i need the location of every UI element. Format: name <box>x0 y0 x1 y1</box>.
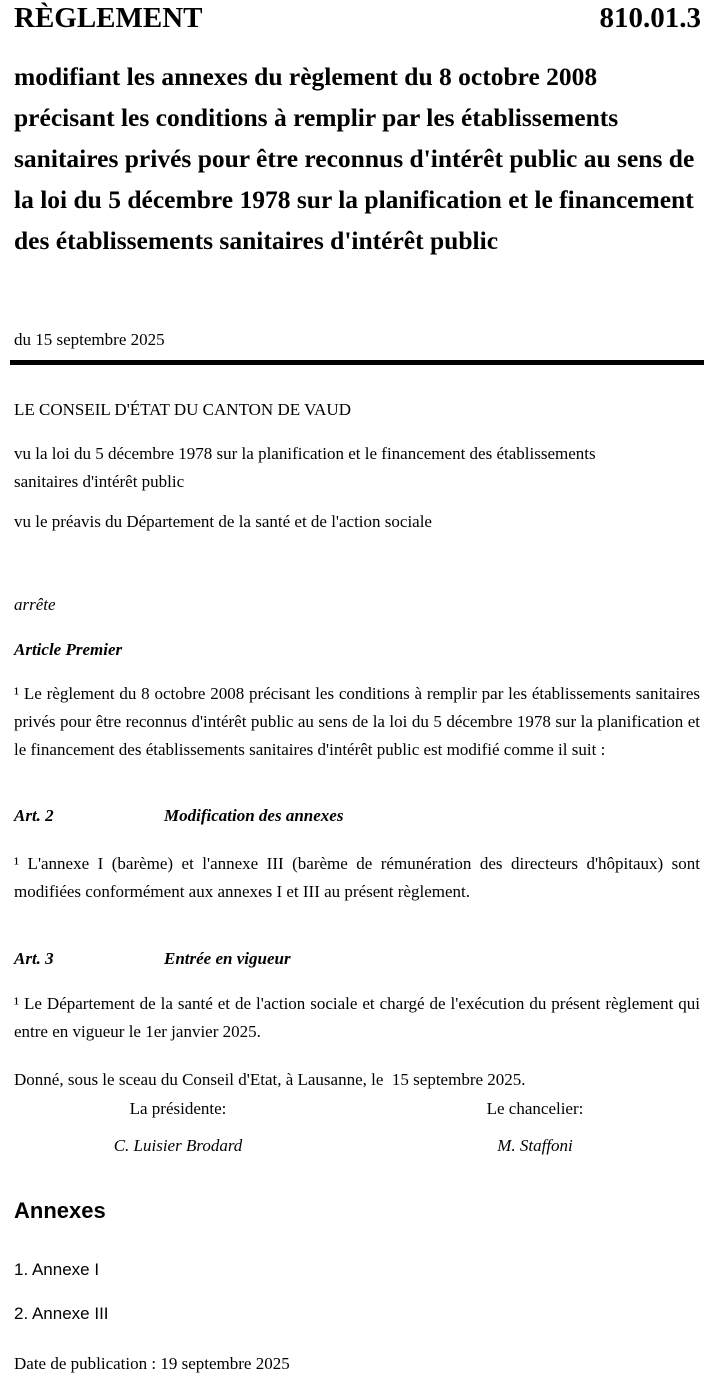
article-text: ¹ Le Département de la santé et de l'action sociale et chargé de l'exécution du présent règlement qui entre en vigueur le 1er janvier 2025. <box>14 994 700 1041</box>
article-text: ¹ Le règlement du 8 octobre 2008 précisant les conditions à remplir par les établissements sanitaires privés pour être reconnus d'intérêt public au sens de la loi du 5 décembre 1978 sur la planification et le financement des établissements sanitaires d'intérêt public est modifié comme il suit : <box>14 684 700 759</box>
signatory-role-right: Le chancelier: <box>486 1099 584 1118</box>
document-title: modifiant les annexes du règlement du 8 octobre 2008 précisant les conditions à remplir par les établissements sanitaires privés pour être reconnus d'intérêt public au sens de la loi du 5 décembre 1978 sur la planification et le financement des établissements sanitaires d'intérêt public <box>14 62 695 255</box>
annex-link-1[interactable]: 1. Annexe I <box>14 1260 100 1279</box>
preamble-item: vu le préavis du Département de la santé et de l'action sociale <box>14 512 432 531</box>
header-divider <box>10 360 704 365</box>
decree-word: arrête <box>14 595 56 614</box>
annex-link-3[interactable]: 2. Annexe III <box>14 1304 109 1323</box>
document-date: du 15 septembre 2025 <box>14 330 165 349</box>
article-text: ¹ L'annexe I (barème) et l'annexe III (barème de rémunération des directeurs d'hôpitaux) sont modifiées conformément aux annexes I et III au présent règlement. <box>14 854 700 901</box>
document-type: RÈGLEMENT <box>14 2 203 34</box>
signatory-name-left: C. Luisier Brodard <box>113 1136 243 1155</box>
given-clause: Donné, sous le sceau du Conseil d'Etat, à Lausanne, le 15 septembre 2025. <box>14 1070 526 1089</box>
preamble-item: vu la loi du 5 décembre 1978 sur la planification et le financement des établissements sanitaires d'intérêt public <box>14 444 596 491</box>
article-title: Entrée en vigueur <box>164 949 291 968</box>
publication-date: Date de publication : 19 septembre 2025 <box>14 1354 290 1373</box>
annexes-heading: Annexes <box>14 1198 106 1223</box>
article-label: Art. 3 <box>14 949 54 968</box>
document-number: 810.01.3 <box>599 2 701 34</box>
article-label: Art. 2 <box>14 806 54 825</box>
issuing-authority: LE CONSEIL D'ÉTAT DU CANTON DE VAUD <box>14 400 351 419</box>
signatory-role-left: La présidente: <box>129 1099 227 1118</box>
article-title: Modification des annexes <box>164 806 344 825</box>
signatory-name-right: M. Staffoni <box>497 1136 573 1155</box>
article-label: Article Premier <box>14 640 123 659</box>
